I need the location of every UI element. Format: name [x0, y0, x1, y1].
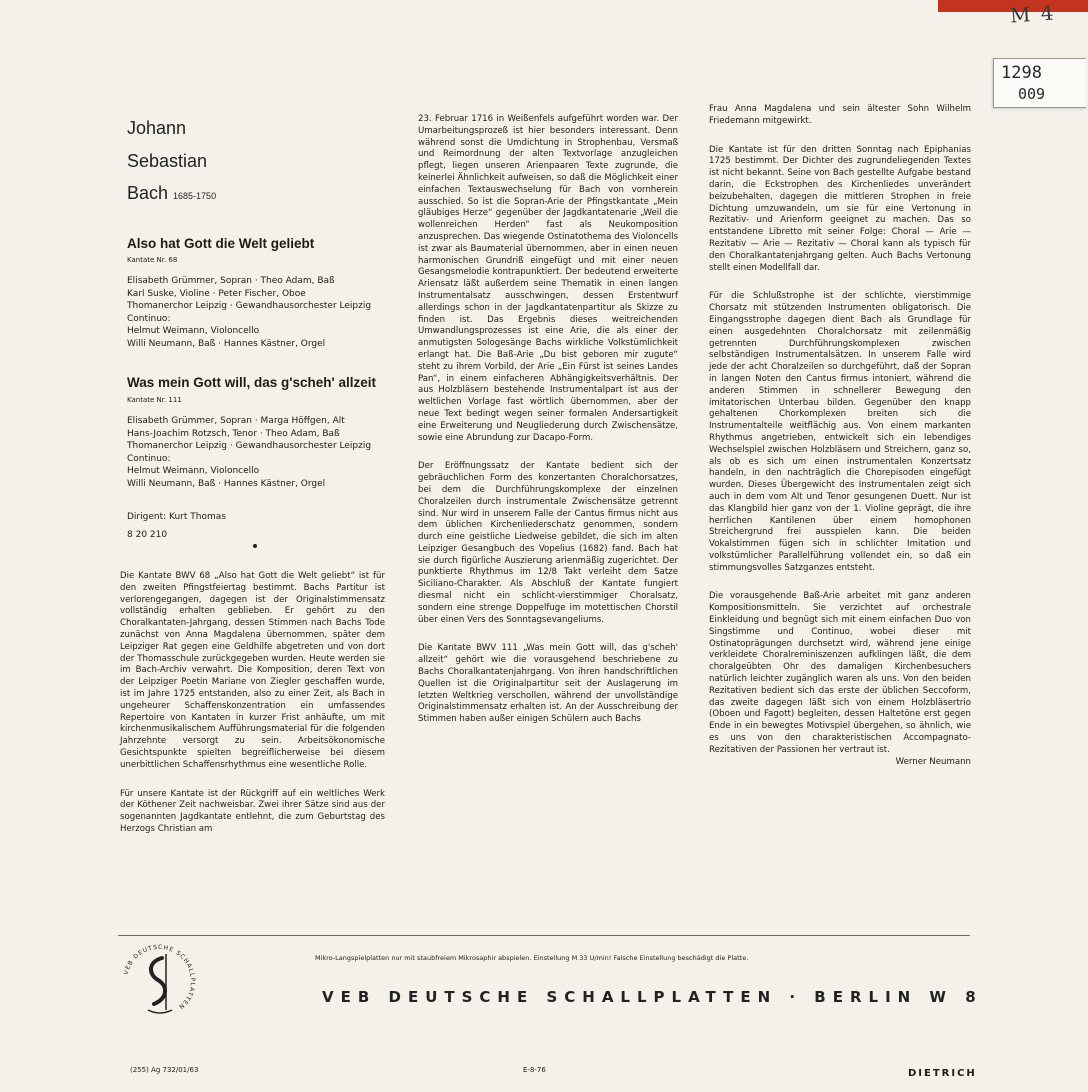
label-logo: [118, 940, 200, 1022]
conductor: Dirigent: Kurt Thomas: [127, 512, 226, 522]
credit-line: Thomanerchor Leipzig · Gewandhausorchester Leipzig: [127, 301, 372, 312]
credit-line: Elisabeth Grümmer, Sopran · Theo Adam, Baß: [127, 276, 335, 286]
paragraph: Der Eröffnungssatz der Kantate bedient sich der gebräuchlichen Form des konzertanten Choralchorsatzes, bei dem die Durchführungskomplexe der einzelnen Choralzeilen durch instrumentale Zwischensätze getrennt sind. Nur wird in unserem Falle der Cantus firmus nicht aus dem üblichen Kirchenliederschatz genommen, sondern durch eine geistliche Liedweise gebildet, die sich im alten Leipziger Gesangbuch des Vopelius (1682) fand. Bach hat sie durch figürliche Auszierung arienmäßig zugerichtet. Der punktierte Rhythmus im 12/8 Takt verleiht dem Satze Siciliano-Charakter. Als Abschluß der Kantate fungiert diesmal nicht ein schlicht-vierstimmiger Choralsatz, sondern eine strenge Doppelfuge im motettischen Chorstil über einen Vers des Sonntagsevangeliums.: [418, 461, 678, 625]
paragraph: Die vorausgehende Baß-Arie arbeitet mit ganz anderen Kompositionsmitteln. Sie verzichtet auf orchestrale Einkleidung und begnügt sich mit einem einfachen Duo von Singstimme und Continuo, wobei dieser mit Ostinatoprägungen durchsetzt wird, während jene einige verkleidete Choralreminiszenzen aufklingen läßt, die dem choralgeübten Ohr des damaligen Kirchenbesuchers natürlich leichter zugänglich waren als uns. Von den beiden Rezitativen bedient sich das erste der üblichen Seccoform, das zweite dagegen läßt sich von einem Holzbläsertrio (Oboen und Fagott) begleiten, dessen Haltetöne erst gegen Ende in ein bewegtes Motivspiel übergehen, so ähnlich, wie es uns von den charakteristischen Accompagnato-Rezitativen der Passionen her vertraut ist.: [709, 591, 971, 755]
logo-ring-text: VEB DEUTSCHE SCHALLPLATTEN: [122, 943, 197, 1011]
author-signature: Werner Neumann: [895, 756, 971, 767]
credit-line: Thomanerchor Leipzig · Gewandhausorchester Leipzig: [127, 441, 372, 452]
playback-note: Mikro-Langspielplatten nur mit staubfreiem Mikrosaphir abspielen. Einstellung M 33 U/min! Falsche Einstellung beschädigt die Platte.: [315, 954, 749, 962]
printer-name: DIETRICH: [908, 1068, 977, 1079]
sticker-number-1: 1298: [1001, 63, 1042, 83]
work-catalog-1: Kantate Nr. 68: [127, 256, 178, 264]
paragraph: Die Kantate BWV 111 „Was mein Gott will, das g'scheh' allzeit“ gehört wie die vorausgehend beschriebene zu Bachs Choralkantatenjahrgang. Von ihren handschriftlichen Quellen ist die Originalpartitur seit der Auslagerung im letzten Weltkrieg verschollen, während der unvollständige Originalstimmensatz erhalten ist. An der Ausschreibung der Stimmen haben außer einigen Schülern auch Bachs: [418, 643, 678, 725]
continuo-label: Continuo:: [127, 453, 171, 464]
paragraph: Für unsere Kantate ist der Rückgriff auf ein weltliches Werk der Köthener Zeit nachweisbar. Zwei ihrer Sätze sind aus der sogenannten Jagdkantate entlehnt, die zum Geburtstag des Herzogs Christian am: [120, 788, 385, 834]
credit-line: Karl Suske, Violine · Peter Fischer, Oboe: [127, 288, 306, 299]
credit-line: Helmut Weimann, Violoncello: [127, 326, 260, 337]
composer-middle-name: Sebastian: [127, 151, 208, 171]
credits-1: [127, 275, 389, 351]
composer-years: 1685-1750: [173, 191, 217, 201]
print-code: (255) Ag 732/01/63: [130, 1066, 199, 1074]
sleeve-code: E-8-76: [523, 1066, 546, 1074]
paragraph: Die Kantate BWV 68 „Also hat Gott die Welt geliebt“ ist für den zweiten Pfingstfeiertag bestimmt. Bachs Partitur ist verlorengegangen, dagegen ist der Originalstimmensatz vollständig erhalten geblieben. Er gehört zu den Choralkantaten-Jahrgang, dessen Stimmen nach Bachs Tode zunächst von Anna Magdalena übernommen, später dem Leipziger Rat gegen eine Geldhilfe abgetreten und von dort der Thomasschule zurückgegeben wurden. Heute werden sie im Bach-Archiv verwahrt. Die Komposition, deren Text von der Leipziger Poetin Mariane von Ziegler geschaffen wurde, ist im Jahre 1725 entstanden, also zu einer Zeit, als Bach in ungeheurer Schaffenskonzentration ein umfassendes Repertoire von Kantaten in kurzer Frist anhäufte, um mit kirchenmusikalischem Aufführungsmaterial für die folgenden Jahrzehnte versorgt zu sein. Arbeitsökonomische Gesichtspunkte spielten begreiflicherweise bei diesem unerbittlichen Schaffensrhythmus eine wesentliche Rolle.: [120, 571, 385, 770]
paragraph: Frau Anna Magdalena und sein ältester Sohn Wilhelm Friedemann mitgewirkt.: [709, 104, 971, 126]
credits-2: [127, 415, 389, 491]
credit-line: Willi Neumann, Baß · Hannes Kästner, Orgel: [127, 478, 326, 489]
work-catalog-2: Kantate Nr. 111: [127, 396, 182, 404]
catalog-sticker: [993, 58, 1086, 108]
sticker-number-2: 009: [1018, 85, 1046, 103]
paragraph: Für die Schlußstrophe ist der schlichte, vierstimmige Chorsatz mit stützenden Instrumenten obligatorisch. Die Eingangsstrophe dagegen dient Bach als Grundlage für einen ausgedehnten Choralchorsatz mit zeilenmäßig getrennten Durchführungskomplexen zwischen selbständigen Instrumentalsätzen. In unserem Falle wird jede der acht Choralzeilen so durchgeführt, daß der Sopran in langen Noten den Cantus firmus intoniert, während die anderen Stimmen in schnellerer Bewegung den imitatorischen Unterbau bilden. Gegenüber den knapp gehaltenen Chorkomplexen breiten sich die Instrumentalteile weitflächig aus. Von einem markanten Rhythmus angetrieben, entwickelt sich ein lebendiges Wechselspiel zwischen Holzbläsern und Streichern, ganz so, als ob es sich um einen instrumentalen Konzertsatz handeln, in den nachträglich die Chorepisoden eingefügt wurden. Dieses Übergewicht des Instrumentalen zeigt sich auch in dem vom Alt und Tenor gesungenen Duett. Nur ist das Klangbild hier ganz von der 1. Violine geprägt, die ihre herrlichen Kantilenen über einem homophonen Streichergrund frei ausspielen kann. Die beiden Vokalstimmen fügen sich in schlichter Imitation und volkstümlicher Parallelführung vollendet ein, so daß ein stimmungsvolles Satzganzes entsteht.: [709, 291, 971, 573]
composer-last-name: [127, 183, 216, 204]
work-title-2: Was mein Gott will, das g'scheh' allzeit: [127, 375, 376, 390]
credit-line: Helmut Weimann, Violoncello: [127, 466, 260, 477]
paragraph: Die Kantate ist für den dritten Sonntag nach Epiphanias 1725 bestimmt. Der Dichter des zugrundeliegenden Textes ist nicht bekannt. Seine von Bach gestellte Aufgabe bestand darin, die Eckstrophen des Kirchenliedes unverändert beizubehalten, dagegen die mittleren Strophen in freie Dichtung umzuwandeln, um sie für eine Vertonung in Rezitativ- und Arienform geeignet zu machen. Das so entstandene Libretto mit seiner Folge: Choral — Arie — Rezitativ — Arie — Rezitativ — Choral kann als typisch für den Choralkantatenjahrgang gelten. Auch Bachs Vertonung stellt einen Modellfall dar.: [709, 144, 971, 273]
credit-line: Elisabeth Grümmer, Sopran · Marga Höffgen, Alt: [127, 416, 345, 426]
composer-surname: Bach: [127, 183, 169, 203]
text-column-2: [418, 114, 678, 743]
text-column-1: [120, 571, 385, 853]
order-number: 8 20 210: [127, 530, 168, 540]
work-title-1: Also hat Gott die Welt geliebt: [127, 236, 315, 251]
text-column-3: [709, 104, 971, 768]
handwritten-mark: M 4: [1009, 0, 1057, 28]
composer-first-name: Johann: [127, 118, 187, 138]
credit-line: Willi Neumann, Baß · Hannes Kästner, Orgel: [127, 338, 326, 349]
continuo-label: Continuo:: [127, 313, 171, 324]
credit-line: Hans-Joachim Rotzsch, Tenor · Theo Adam, Baß: [127, 428, 340, 439]
bullet-dot: [253, 544, 257, 548]
divider-rule: [118, 935, 970, 936]
paragraph: 23. Februar 1716 in Weißenfels aufgeführt worden war. Der Umarbeitungsprozeß ist hier besonders interessant. Denn während sonst die Umdichtung in Strophenbau, Versmaß und Reimordnung der alten Textvorlage anzugleichen pflegt, liegen unseren Arienpaaren Texte zugrunde, die keinerlei Ähnlichkeit aufweisen, so daß die Möglichkeit einer einfachen Textauswechselung für Bach von vornherein ausschied. So ist die Sopran-Arie der Pfingstkantate „Mein gläubiges Herze“ gegenüber der Jagdkantatenarie „Weil die wollenreichen Herden“ fast als Neukomposition anzusprechen. Das wiegende Ostinatothema des Violoncells ist zwar als Baumaterial übernommen, aber in einen neuen harmonischen Grundriß eingefügt und mit einer neuen Gesangsmelodie kontrapunktiert. Der bedeutend erweiterte Ariensatz läßt außerdem seine Thematik in einen langen Instrumentalsatz ausschwingen, dessen Erstentwurf allerdings schon in der Jagdkantatenpartitur als Skizze zu finden ist. Das Ergebnis dieses weitreichenden Umwandlungsprozesses ist eine Arie, die als einer der anmutigsten Sologesänge Bachs wirkliche Volkstümlichkeit erlangt hat. Die Baß-Arie „Du bist geboren mir zugute“ steht zu ihrem Vorbild, der Arie „Ein Fürst ist seines Landes Pan“, in einem einfacheren Abhängigkeitsverhältnis. Der aus Holzbläsern bestehende Instrumentalpart ist aus der weltlichen Vorlage fast wörtlich übernommen, aber der neue Text bedingt wegen seiner formalen Andersartigkeit eine Erweiterung und Neugliederung durch Zwischensätze, sowie eine Abrundung zur Dacapo-Form.: [418, 114, 678, 443]
publisher-line: VEB DEUTSCHE SCHALLPLATTEN · BERLIN W 8: [322, 988, 983, 1006]
